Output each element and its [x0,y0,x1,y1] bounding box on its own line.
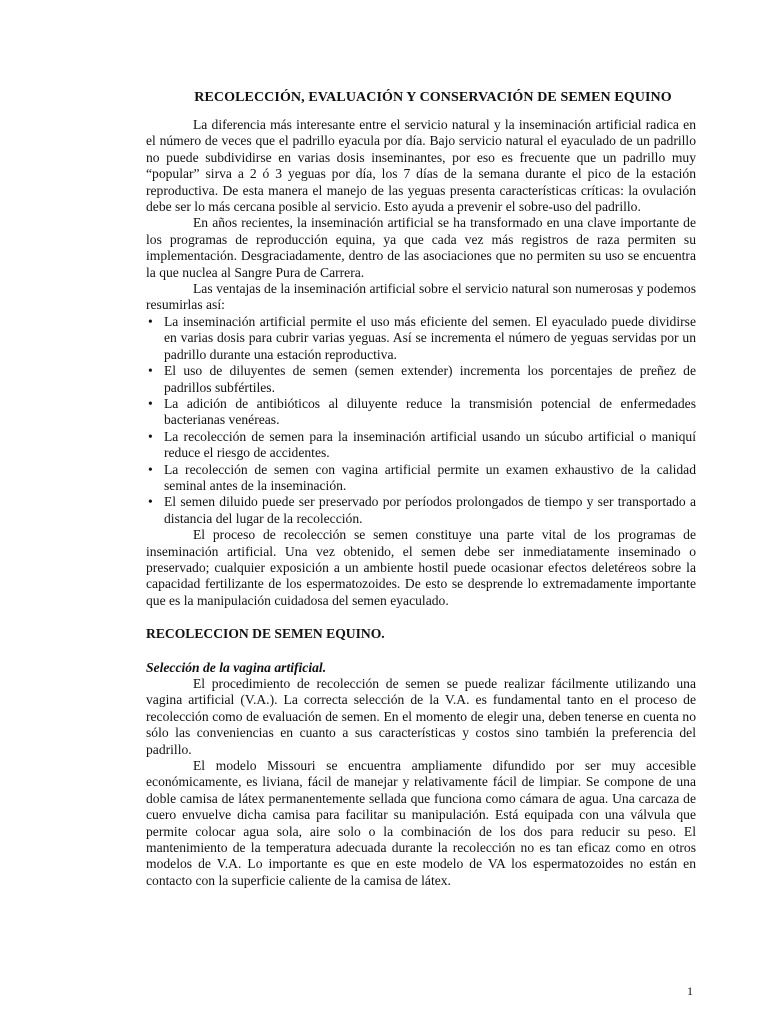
subsection-heading: Selección de la vagina artificial. [146,659,327,675]
advantages-list [146,314,696,527]
section-paragraph-1: El procedimiento de recolección de semen se puede realizar fácilmente utilizando una vagina artificial (V.A.). La correcta selección de la V.A. es fundamental tanto en el proceso de recolección como de evaluación de semen. En el momento de elegir una, deben tenerse en cuenta no sólo las conveniencias en cuanto a sus características y costos sino también la preferencia del padrillo. [146,676,696,757]
list-item: • La recolección de semen para la inseminación artificial usando un súcubo artificial o maniquí reduce el riesgo de accidentes. [146,429,696,462]
list-item: • El semen diluido puede ser preservado por períodos prolongados de tiempo y ser transportado a distancia del lugar de la recolección. [146,494,696,527]
list-item: • El uso de diluyentes de semen (semen extender) incrementa los porcentajes de preñez de padrillos subfértiles. [146,363,696,396]
page-number: 1 [687,984,693,998]
intro-paragraph-2: En años recientes, la inseminación artificial se ha transformado en una clave importante de los programas de reproducción equina, ya que cada vez más registros de raza permiten su implementación. Desgraciadamente, dentro de las asociaciones que no permiten su uso se encuentra la que nuclea al Sangre Pura de Carrera. [146,215,696,280]
list-item: • La recolección de semen con vagina artificial permite un examen exhaustivo de la calidad seminal antes de la inseminación. [146,462,696,495]
section-paragraph-2: El modelo Missouri se encuentra ampliamente difundido por ser muy accesible económicamente, es liviana, fácil de manejar y relativamente fácil de limpiar. Se compone de una doble camisa de látex permanentemente sellada que funciona como cámara de agua. Una carcaza de cuero envuelve dicha camisa para facilitar su manipulación. Está equipada con una válvula que permite colocar agua sola, aire solo o la combinación de los dos para reducir su peso. El mantenimiento de la temperatura adecuada durante la recolección no es tan eficaz como en otros modelos de V.A. Lo importante es que en este modelo de VA los espermatozoides no están en contacto con la superficie caliente de la camisa de látex. [146,758,696,888]
intro-paragraph-3: Las ventajas de la inseminación artificial sobre el servicio natural son numerosas y podemos resumirlas así: [146,281,696,313]
document-title: RECOLECCIÓN, EVALUACIÓN Y CONSERVACIÓN DE SEMEN EQUINO [194,90,672,105]
list-item: • La adición de antibióticos al diluyente reduce la transmisión potencial de enfermedades bacterianas venéreas. [146,396,696,429]
intro-paragraph-1: La diferencia más interesante entre el servicio natural y la inseminación artificial radica en el número de veces que el padrillo eyacula por día. Bajo servicio natural el eyaculado de un padrillo no puede subdividirse en varias dosis inseminantes, por eso es frecuente que un padrillo muy “popular” sirva a 2 ó 3 yeguas por día, los 7 días de la semana durante el pico de la estación reproductiva. De esta manera el manejo de las yeguas presenta características críticas: la ovulación debe ser lo más cercana posible al servicio. Esto ayuda a prevenir el sobre-uso del padrillo. [146,117,696,215]
section-heading: RECOLECCION DE SEMEN EQUINO. [146,626,385,642]
closing-paragraph: El proceso de recolección se semen constituye una parte vital de los programas de inseminación artificial. Una vez obtenido, el semen debe ser inmediatamente inseminado o preservado; cualquier exposición a un ambiente hostil puede ocasionar efectos deletéreos sobre la capacidad fertilizante de los espermatozoides. De esto se desprende lo extremadamente importante que es la manipulación cuidadosa del semen eyaculado. [146,527,696,608]
list-item: • La inseminación artificial permite el uso más eficiente del semen. El eyaculado puede dividirse en varias dosis para cubrir varias yeguas. Así se incrementa el número de yeguas servidas por un padrillo durante una estación reproductiva. [146,314,696,363]
